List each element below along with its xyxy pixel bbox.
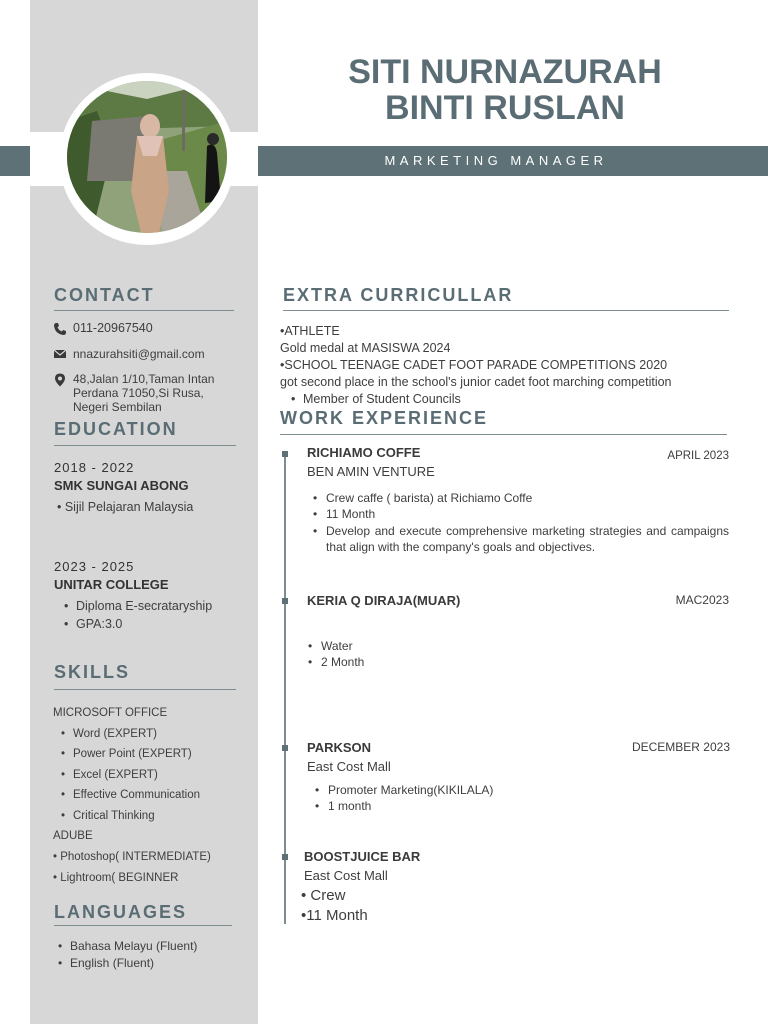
job-company: RICHIAMO COFFE — [307, 445, 421, 460]
job-title: MARKETING MANAGER — [384, 153, 608, 168]
skill-group-title: ADUBE — [53, 830, 93, 842]
extra-line: •SCHOOL TEENAGE CADET FOOT PARADE COMPETITIONS 2020 — [280, 358, 668, 372]
profile-photo — [67, 81, 227, 233]
contact-address — [73, 372, 214, 414]
job-employer: East Cost Mall — [304, 868, 388, 883]
extra-line: •ATHLETE — [280, 324, 340, 338]
edu-years-2: 2023 - 2025 — [54, 559, 135, 574]
job-company: BOOSTJUICE BAR — [304, 849, 421, 864]
skill-item: • Effective Communication — [73, 789, 200, 801]
work-rule — [280, 434, 727, 435]
address-line-3: Negeri Sembilan — [73, 400, 162, 414]
job-employer: East Cost Mall — [307, 759, 391, 774]
skill-item: • Lightroom( BEGINNER — [53, 872, 179, 884]
skill-item: • Excel (EXPERT) — [73, 769, 158, 781]
skill-item: • Critical Thinking — [73, 810, 155, 822]
skills-rule — [54, 689, 236, 690]
job-bullet: • 1 month — [328, 799, 371, 813]
address-line-1: 48,Jalan 1/10,Taman Intan — [73, 372, 215, 386]
extra-line: Gold medal at MASISWA 2024 — [280, 341, 451, 355]
language-item: • English (Fluent) — [70, 956, 154, 970]
skills-heading: SKILLS — [54, 662, 131, 682]
edu-school-1: SMK SUNGAI ABONG — [54, 478, 189, 493]
edu-item: • Diploma E-secrataryship — [76, 599, 212, 613]
contact-email: nnazurahsiti@gmail.com — [73, 347, 205, 361]
job-line: • Crew — [301, 887, 346, 904]
work-heading: WORK EXPERIENCE — [280, 408, 489, 428]
job-bullet: • Crew caffe ( barista) at Richiamo Coffe — [326, 491, 532, 505]
extra-line: • Member of Student Councils — [303, 392, 461, 406]
job-date: APRIL 2023 — [667, 450, 729, 462]
name-line-1: SITI NURNAZURAH — [348, 53, 662, 91]
job-date: DECEMBER 2023 — [631, 740, 730, 754]
job-bullet: • 2 Month — [321, 655, 364, 669]
job-date: MAC2023 — [675, 593, 729, 607]
contact-phone: 011-20967540 — [73, 321, 153, 335]
job-bullet: • Promoter Marketing(KIKILALA) — [328, 783, 493, 797]
address-line-2: Perdana 71050,Si Rusa, — [73, 386, 204, 400]
skill-group-title: MICROSOFT OFFICE — [53, 707, 168, 719]
education-rule — [54, 445, 236, 446]
person-name — [300, 54, 710, 126]
timeline-marker — [282, 451, 288, 457]
skill-item: • Word (EXPERT) — [73, 728, 157, 740]
edu-years-1: 2018 - 2022 — [54, 460, 135, 475]
extra-line: got second place in the school's junior cadet foot marching competition — [280, 375, 672, 389]
education-heading: EDUCATION — [54, 419, 178, 439]
extra-heading: EXTRA CURRICULLAR — [283, 285, 514, 305]
contact-rule — [54, 310, 234, 311]
skill-item: • Photoshop( INTERMEDIATE) — [53, 851, 211, 863]
timeline-marker — [282, 598, 288, 604]
languages-heading: LANGUAGES — [54, 902, 188, 922]
timeline-marker — [282, 745, 288, 751]
job-bullet: • 11 Month — [326, 507, 375, 521]
job-line: •11 Month — [301, 907, 368, 924]
edu-school-2: UNITAR COLLEGE — [54, 577, 169, 592]
languages-rule — [54, 925, 232, 926]
contact-heading: CONTACT — [54, 285, 155, 305]
language-item: • Bahasa Melayu (Fluent) — [70, 939, 197, 953]
name-line-2: BINTI RUSLAN — [385, 89, 625, 127]
job-bullet: • Develop and execute comprehensive marketing strategies and campaigns that align with the company's goals and objectives. — [326, 523, 729, 555]
phone-icon — [53, 322, 67, 336]
skill-item: • Power Point (EXPERT) — [73, 748, 192, 760]
location-pin-icon — [53, 373, 67, 387]
mail-icon — [53, 347, 67, 361]
edu-item: • Sijil Pelajaran Malaysia — [57, 500, 194, 514]
edu-item: • GPA:3.0 — [76, 617, 122, 631]
timeline-marker — [282, 854, 288, 860]
extra-rule — [283, 310, 729, 311]
job-company: PARKSON — [307, 740, 372, 755]
job-employer: BEN AMIN VENTURE — [307, 464, 435, 479]
job-bullet: • Water — [321, 639, 353, 653]
job-company: KERIA Q DIRAJA(MUAR) — [307, 593, 461, 608]
